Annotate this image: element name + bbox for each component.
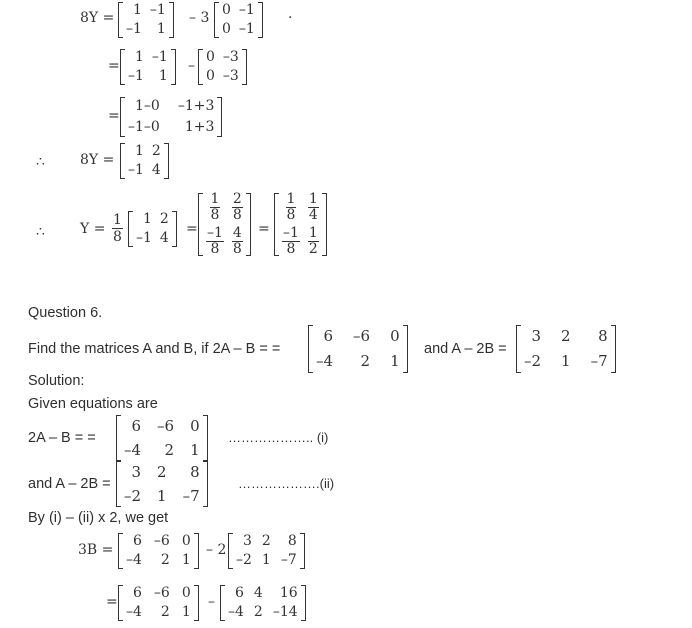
matrix-cell: 1 [133,2,142,18]
matrix-cell: –3 [222,68,239,84]
minus-two: – 2 [206,542,227,558]
matrix-B-equation [520,324,612,374]
matrix-cell: 4 [159,230,169,246]
matrix-cell: 3 [531,327,542,345]
matrix-cell: –6 [353,327,371,345]
matrix-cell: –1 [136,230,152,246]
matrix-cell: 1 [190,441,200,459]
equals-sign: = [186,221,198,237]
matrix-cell: –14 [272,604,298,620]
matrix-cell: –7 [590,352,608,370]
matrix-2x3 [122,532,195,570]
numerator: 2 [232,191,242,207]
matrix-A-equation [312,324,404,374]
matrix-cell: –1+3 [177,98,215,114]
matrix-cell: 2 [159,211,169,227]
matrix-cell: –1 [126,21,142,37]
numerator: 4 [232,225,242,241]
numerator: –1 [207,225,223,241]
denominator: 8 [210,207,220,223]
matrix-cell: 3 [131,463,142,481]
matrix-cell: 6 [235,585,244,601]
matrix-cell: 16 [279,585,298,601]
matrix-cell: –4 [126,604,142,620]
matrix-cell: 2 [151,143,161,159]
denominator: 8 [210,241,220,257]
matrix-cell: 1 [156,21,166,37]
matrix-cell: –2 [124,487,142,505]
matrix-cell: 8 [287,533,297,549]
numerator: 1 [308,191,318,207]
eq-8y-label: 8Y = [80,10,115,26]
fraction-cell [228,226,247,257]
matrix-cell: –1 [238,21,255,37]
equals-sign: = [108,108,120,124]
matrix-cell: 6 [133,533,142,549]
matrix-cell: 2 [160,552,170,568]
matrix-cell: –6 [157,417,175,435]
matrix-cell: 2 [160,604,170,620]
matrix-cell: 2 [253,604,263,620]
eq1-lhs: 2A – B = = [28,430,96,446]
fraction-matrix [202,192,247,257]
matrix-2x2 [132,210,173,248]
denominator: 2 [308,241,318,257]
matrix-cell: 1 [181,552,191,568]
numerator: –1 [283,225,299,241]
eq2-lhs: and A – 2B = [28,476,111,492]
matrix-cell: –3 [222,49,239,65]
matrix-2x2 [122,1,170,39]
therefore-symbol: ∴ [36,154,45,170]
matrix-cell: –4 [228,604,244,620]
matrix-2x2 [218,1,259,39]
fraction-matrix [278,192,323,257]
matrix-cell: 2 [261,533,271,549]
fraction-cell [202,192,228,223]
matrix-cell: –4 [126,552,142,568]
numerator: 1 [308,225,318,241]
matrix-cell: 1 [561,352,571,370]
eq-8y-label: 8Y = [80,152,115,168]
matrix-cell: 8 [598,327,608,345]
denominator: 8 [232,241,242,257]
matrix-cell: –2 [524,352,542,370]
fraction-cell [202,226,228,257]
matrix-cell: 1–0 [135,98,160,114]
matrix-cell: 0 [181,585,191,601]
solution-label: Solution: [28,373,85,389]
fraction-cell [304,192,323,223]
matrix-cell: 0 [222,2,231,18]
matrix-cell: 1 [158,68,168,84]
matrix-2x3 [122,584,195,622]
eq1-tag: ……………….. (i) [228,430,329,445]
matrix-cell: –4 [316,352,334,370]
matrix-cell: 4 [151,162,161,178]
matrix-cell: –1 [128,162,144,178]
matrix-cell: –7 [182,487,200,505]
matrix-cell: 1 [181,604,191,620]
matrix-cell: 1 [143,211,152,227]
matrix-cell: 1 [135,49,144,65]
numerator: 1 [286,191,296,207]
fraction-cell [278,226,304,257]
eq-3b-label: 3B = [78,542,114,558]
eq1-matrix [120,414,204,462]
matrix-cell: 3 [243,533,252,549]
matrix-cell: 6 [323,327,334,345]
eq2-tag: ……………….(ii) [238,476,335,491]
given-text: Given equations are [28,396,158,412]
denominator: 4 [308,207,318,223]
eq2-matrix [120,460,204,508]
denominator: 8 [113,229,122,245]
matrix-cell: –1 [128,68,144,84]
denominator: 8 [286,207,296,223]
matrix-cell: 8 [190,463,200,481]
matrix-cell: –7 [280,552,297,568]
matrix-cell: 0 [206,49,215,65]
matrix-cell: –4 [124,441,142,459]
matrix-cell: 1 [390,352,400,370]
matrix-cell: 2 [360,352,371,370]
fraction-cell [228,192,247,223]
matrix-cell: –6 [153,533,170,549]
scalar-fraction [112,212,123,245]
step-text: By (i) – (ii) x 2, we get [28,510,169,526]
eq-y-label: Y = [80,221,106,237]
matrix-cell: 0 [206,68,215,84]
matrix-cell: 1 [135,143,144,159]
matrix-2x2 [202,48,243,86]
denominator: 8 [286,241,296,257]
numerator: 1 [210,191,220,207]
stray-dot: . [288,6,293,22]
matrix-cell: 1 [261,552,271,568]
minus-sign: – [188,58,195,74]
matrix-cell: 2 [157,463,167,481]
therefore-symbol: ∴ [36,224,45,240]
matrix-cell: 4 [253,585,263,601]
matrix-cell: 1 [157,487,167,505]
matrix-cell: –6 [153,585,170,601]
fraction-cell [304,226,323,257]
minus-three: – 3 [189,10,210,26]
denominator: 8 [232,207,242,223]
matrix-cell: 0 [222,21,231,37]
matrix-2x2 [124,96,218,138]
matrix-cell: 0 [181,533,191,549]
matrix-cell: 6 [131,417,142,435]
matrix-cell: –1 [151,49,168,65]
matrix-cell: 0 [390,327,400,345]
matrix-cell: 6 [133,585,142,601]
matrix-cell: –2 [236,552,252,568]
equals-sign: = [258,221,270,237]
matrix-cell: 0 [190,417,200,435]
equals-sign: = [106,594,118,610]
matrix-cell: 1+3 [184,119,215,135]
matrix-cell: –1 [149,2,166,18]
equals-sign: = [108,58,120,74]
minus-sign: – [208,594,215,610]
matrix-2x2 [124,48,172,86]
matrix-cell: 2 [164,441,175,459]
matrix-cell: 2 [561,327,571,345]
matrix-2x3 [224,584,302,622]
fraction-cell [278,192,304,223]
question-middle-text: and A – 2B = [424,341,507,357]
matrix-2x2 [124,142,165,180]
question-title: Question 6. [28,305,103,321]
matrix-cell: –1–0 [128,119,160,135]
matrix-cell: –1 [238,2,255,18]
numerator: 1 [113,212,122,228]
matrix-2x3 [232,532,301,570]
question-prompt: Find the matrices A and B, if 2A – B = = [28,341,281,357]
